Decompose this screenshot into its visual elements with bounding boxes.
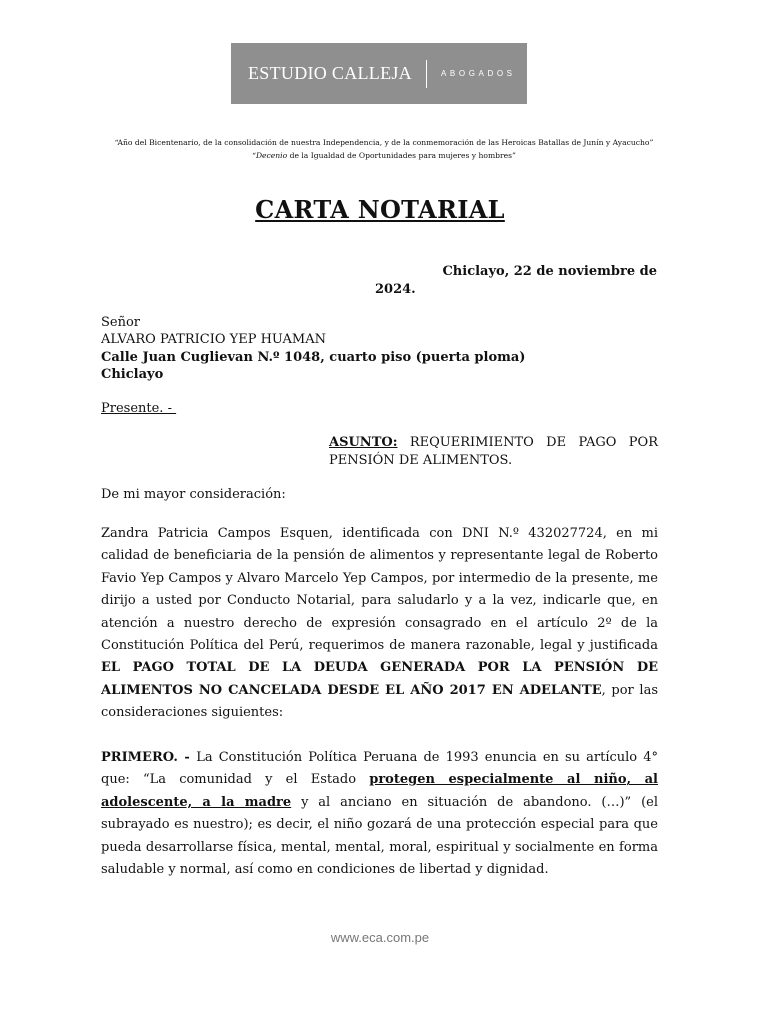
paragraph-intro-emphasis: EL PAGO TOTAL DE LA DEUDA GENERADA POR LA PENSIÓN DE ALIMENTOS NO CANCELADA DESDE EL AÑO 2017 EN ADELANTE — [101, 660, 658, 698]
year-line-2 — [0, 149, 768, 162]
paragraph-intro-closing: , por las consideraciones siguientes: — [101, 682, 658, 721]
recipient-address: Calle Juan Cuglievan N.º 1048, cuarto piso (puerta ploma) — [101, 350, 526, 365]
recipient-name: ALVARO PATRICIO YEP HUAMAN — [101, 332, 326, 347]
paragraph-intro — [101, 523, 658, 725]
logo-tagline: ABOGADOS — [441, 69, 516, 78]
year-line-2-italic: “Decenio — [252, 151, 288, 160]
date-line-1: Chiclayo, 22 de noviembre de — [442, 264, 657, 279]
primero-underlined-quote: protegen especialmente al niño, al adolescente, a la madre — [101, 772, 658, 810]
letter-date — [360, 263, 657, 299]
subject-label: ASUNTO: — [329, 435, 398, 450]
presente-line: Presente. - — [101, 401, 177, 416]
primero-label: PRIMERO. - — [101, 750, 197, 765]
official-year-header — [0, 136, 768, 162]
firm-logo — [231, 43, 527, 104]
year-line-1: “Año del Bicentenario, de la consolidación de nuestra Independencia, y de la conmemoración de las Heroicas Batallas de Junín y Ayacucho” — [114, 138, 654, 147]
primero-closing: y al anciano en situación de abandono. (…)” (el subrayado es nuestro); es decir, el niño gozará de una protección especial para que pueda desarrollarse física, mental, mental, moral, espiritual y socialmente en forma saludable y normal, así como en condiciones de libertad y dignidad. — [101, 794, 659, 878]
subject-block — [329, 434, 658, 470]
logo-name: ESTUDIO CALLEJA — [248, 63, 412, 83]
greeting: De mi mayor consideración: — [101, 487, 286, 502]
paragraph-primero — [101, 747, 658, 881]
primero-text: La Constitución Política Peruana de 1993 enuncia en su artículo 4° que: “La comunidad y el Estado — [101, 750, 658, 788]
year-line-2-rest: de la Igualdad de Oportunidades para mujeres y hombres” — [287, 151, 516, 160]
paragraph-intro-text: Zandra Patricia Campos Esquen, identificada con DNI N.º 432027724, en mi calidad de beneficiaria de la pensión de alimentos y representante legal de Roberto Favio Yep Campos y Alvaro Marcelo Yep Campos, por intermedio de la presente, me dirijo a usted por Conducto Notarial, para saludarlo y a la vez, indicarle que, en atención a nuestro derecho de expresión consagrado en el artículo 2º de la Constitución Política del Perú, requerimos de manera razonable, legal y justificada — [101, 526, 658, 654]
date-line-2: 2024. — [375, 282, 416, 297]
logo-divider — [426, 60, 427, 88]
recipient-salutation: Señor — [101, 315, 141, 330]
subject-text: REQUERIMIENTO DE PAGO POR PENSIÓN DE ALIMENTOS. — [329, 435, 658, 468]
recipient-city: Chiclayo — [101, 367, 164, 382]
footer-website: www.eca.com.pe — [330, 930, 430, 945]
document-title: CARTA NOTARIAL — [255, 195, 505, 224]
